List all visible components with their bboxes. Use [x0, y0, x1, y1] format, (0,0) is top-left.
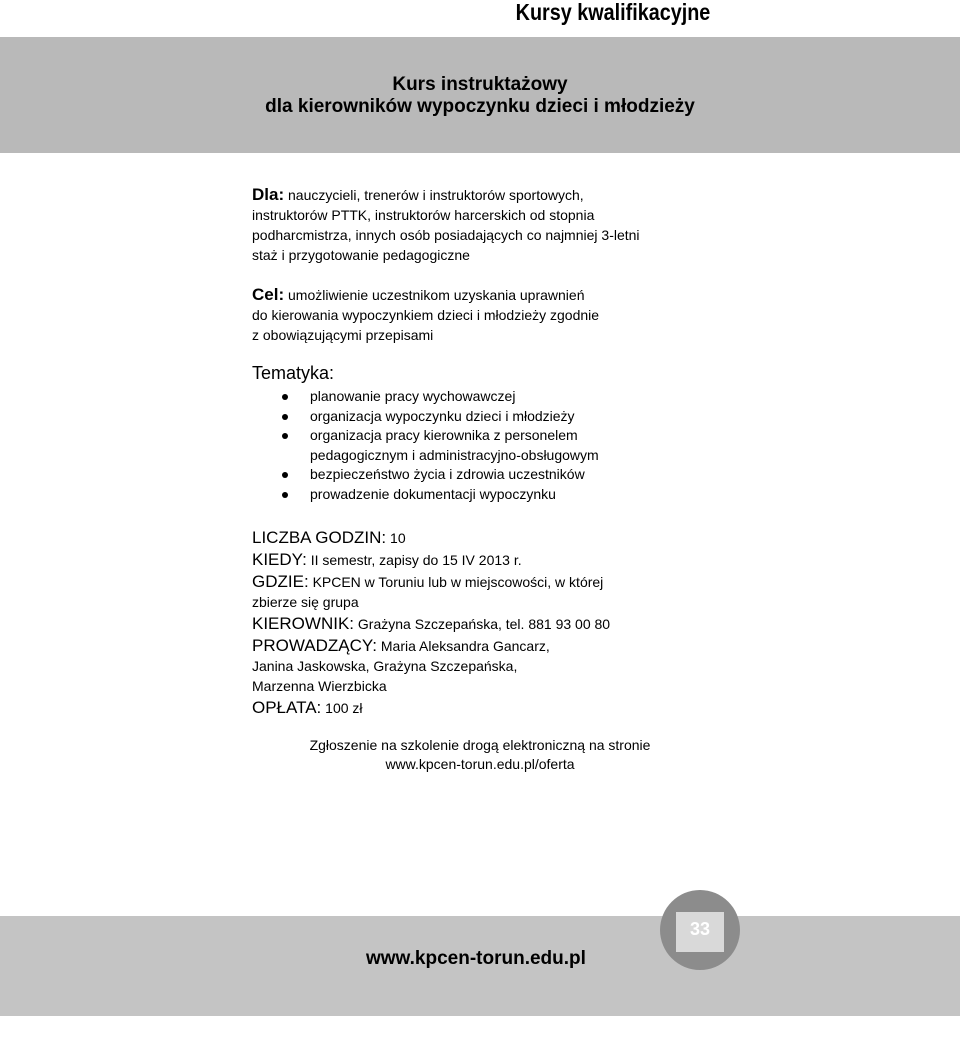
- instructors-row: [252, 636, 722, 696]
- page-footer: [0, 916, 960, 1016]
- manager-label: KIEROWNIK:: [252, 614, 355, 633]
- goal-line: z obowiązującymi przepisami: [252, 327, 434, 343]
- signup-text: Zgłoszenie na szkolenie drogą elektroniczną na stronie: [309, 737, 651, 753]
- where-value: zbierze się grupa: [252, 594, 359, 610]
- where-row: [252, 572, 722, 612]
- where-value: KPCEN w Toruniu lub w miejscowości, w której: [312, 574, 604, 590]
- goal-line: do kierowania wypoczynkiem dzieci i młodzieży zgodnie: [252, 307, 600, 323]
- audience-line: instruktorów PTTK, instruktorów harcerskich od stopnia: [252, 207, 595, 223]
- goal-section: [252, 285, 722, 345]
- when-value: II semestr, zapisy do 15 IV 2013 r.: [310, 552, 522, 568]
- instructors-value: Janina Jaskowska, Grażyna Szczepańska,: [252, 658, 518, 674]
- fee-value: 100 zł: [325, 700, 363, 716]
- list-item: bezpieczeństwo życia i zdrowia uczestników: [252, 465, 722, 485]
- bullet-icon: [282, 472, 288, 478]
- instructors-value: Maria Aleksandra Gancarz,: [380, 638, 550, 654]
- when-label: KIEDY:: [252, 550, 307, 569]
- bullet-icon: [282, 433, 288, 439]
- when-row: [252, 550, 722, 570]
- course-title-line1: Kurs instruktażowy: [392, 74, 568, 95]
- audience-line: nauczycieli, trenerów i instruktorów sportowych,: [288, 187, 584, 203]
- instructors-label: PROWADZĄCY:: [252, 636, 377, 655]
- goal-line: umożliwienie uczestnikom uzyskania uprawnień: [288, 287, 585, 303]
- course-facts: [252, 528, 722, 718]
- bullet-icon: [282, 394, 288, 400]
- hours-value: 10: [390, 530, 406, 546]
- audience-line: staż i przygotowanie pedagogiczne: [252, 247, 470, 263]
- audience-section: [252, 185, 722, 265]
- fee-label: OPŁATA:: [252, 698, 322, 717]
- where-label: GDZIE:: [252, 572, 309, 591]
- signup-note: [0, 736, 960, 774]
- topics-list: [252, 387, 722, 504]
- list-item: organizacja pracy kierownika z personelem pedagogicznym i administracyjno-obsługowym: [252, 426, 722, 465]
- audience-line: podharcmistrza, innych osób posiadających co najmniej 3-letni: [252, 227, 640, 243]
- fee-row: [252, 698, 722, 718]
- bullet-icon: [282, 492, 288, 498]
- course-details: [252, 185, 722, 720]
- instructors-value: Marzenna Wierzbicka: [252, 678, 387, 694]
- signup-link[interactable]: www.kpcen-torun.edu.pl/oferta: [385, 756, 575, 772]
- list-item: prowadzenie dokumentacji wypoczynku: [252, 485, 722, 505]
- goal-label: Cel:: [252, 285, 285, 304]
- footer-website-link[interactable]: www.kpcen-torun.edu.pl: [366, 948, 586, 969]
- page-number: 33: [676, 912, 724, 952]
- audience-label: Dla:: [252, 185, 285, 204]
- hours-label: LICZBA GODZIN:: [252, 528, 387, 547]
- manager-row: [252, 614, 722, 634]
- manager-value: Grażyna Szczepańska, tel. 881 93 00 80: [357, 616, 611, 632]
- list-item: planowanie pracy wychowawczej: [252, 387, 722, 407]
- hours-row: [252, 528, 722, 548]
- page-number-badge: [660, 890, 740, 970]
- course-banner: [0, 37, 960, 153]
- list-item: organizacja wypoczynku dzieci i młodzieży: [252, 407, 722, 427]
- course-title-line2: dla kierowników wypoczynku dzieci i młodzieży: [265, 96, 695, 117]
- bullet-icon: [282, 414, 288, 420]
- topics-heading: Tematyka:: [252, 363, 335, 383]
- page-header-title: Kursy kwalifikacyjne: [515, 0, 710, 25]
